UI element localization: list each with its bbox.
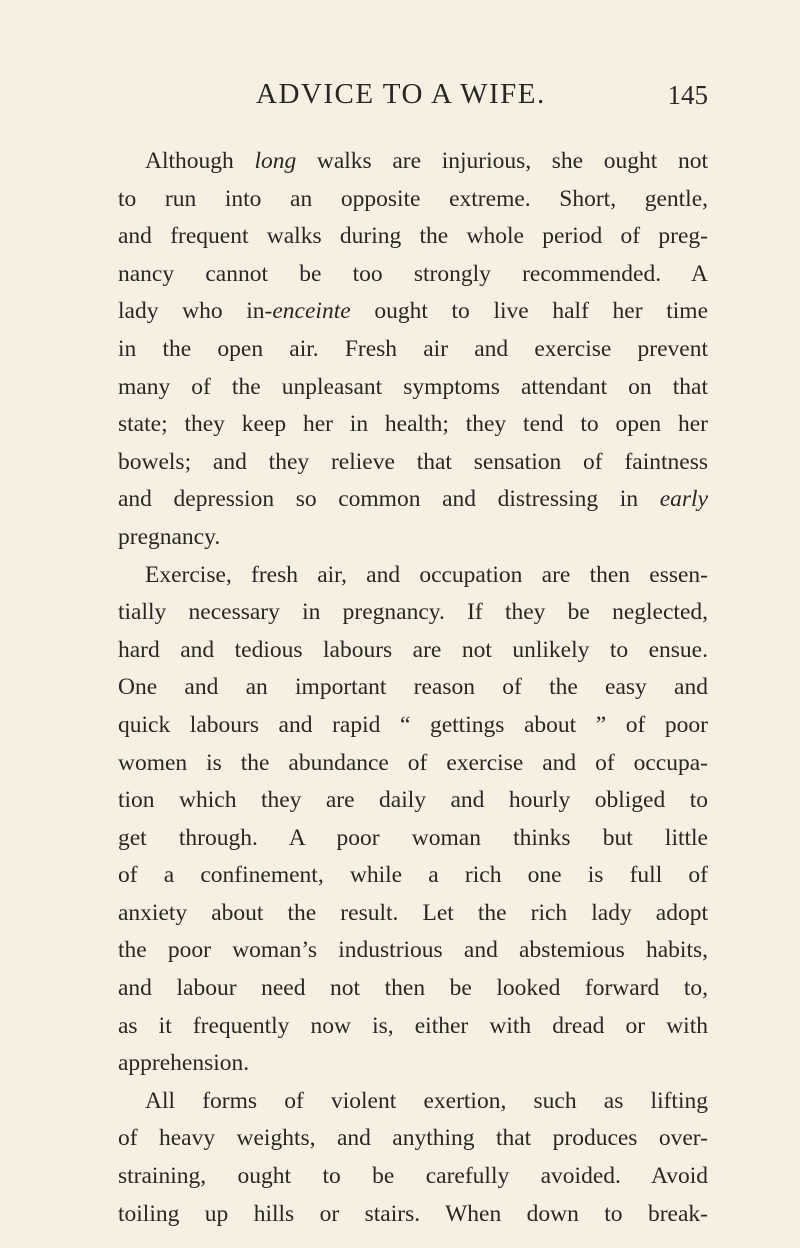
- text-run: tially necessary in pregnancy. If they be neglected,: [118, 599, 708, 626]
- text-run: tion which they are daily and hourly obliged to: [118, 787, 708, 814]
- text-run: Exercise, fresh air, and occupation are then essen-: [145, 561, 708, 588]
- text-line: [118, 218, 708, 256]
- text-run: the poor woman’s industrious and abstemious habits,: [118, 937, 708, 964]
- text-line: [118, 369, 708, 407]
- text-line: [118, 293, 708, 331]
- text-run: ought to live half her time: [350, 298, 708, 325]
- text-line: [118, 669, 708, 707]
- text-run: anxiety about the result. Let the rich lady adopt: [118, 899, 708, 926]
- text-line: [118, 181, 708, 219]
- text-run: as it frequently now is, either with dread or with: [118, 1012, 708, 1039]
- text-run: bowels; and they relieve that sensation of faintness: [118, 448, 708, 475]
- page-header: [118, 78, 708, 118]
- text-run: quick labours and rapid “ gettings about ” of poor: [118, 711, 708, 738]
- text-line: [118, 1045, 708, 1083]
- text-run: of heavy weights, and anything that produces over-: [118, 1125, 708, 1152]
- italic-word: enceinte: [272, 298, 351, 325]
- text-run: Although: [145, 148, 255, 174]
- text-run: apprehension.: [118, 1050, 250, 1077]
- text-line: [118, 256, 708, 294]
- text-run: many of the unpleasant symptoms attendant on that: [118, 373, 708, 400]
- text-line: [118, 331, 708, 369]
- text-line: [118, 745, 708, 783]
- text-run: walks are injurious, she ought not: [296, 148, 708, 174]
- text-line: [118, 1120, 708, 1158]
- text-line: [118, 1158, 708, 1196]
- text-run: and depression so common and distressing in: [118, 486, 660, 513]
- text-line: [118, 820, 708, 858]
- text-run: toiling up hills or stairs. When down to break-: [118, 1200, 708, 1227]
- text-line: [118, 519, 708, 557]
- text-line: [118, 632, 708, 670]
- text-run: in the open air. Fresh air and exercise prevent: [118, 335, 708, 362]
- text-line: [118, 1008, 708, 1046]
- text-line: [118, 932, 708, 970]
- text-line: [118, 895, 708, 933]
- text-line: [118, 1083, 708, 1121]
- text-run: of a confinement, while a rich one is full of: [118, 862, 708, 889]
- text-line: [118, 782, 708, 820]
- running-title: ADVICE TO A WIFE.: [256, 78, 546, 110]
- text-line: [118, 594, 708, 632]
- text-run: and frequent walks during the whole period of preg-: [118, 223, 708, 250]
- text-run: to run into an opposite extreme. Short, gentle,: [118, 185, 708, 212]
- text-line: [118, 481, 708, 519]
- text-run: hard and tedious labours are not unlikely to ensue.: [118, 636, 708, 663]
- italic-word: early: [659, 486, 708, 513]
- text-run: and labour need not then be looked forward to,: [118, 975, 708, 1002]
- text-run: women is the abundance of exercise and of occupa-: [118, 749, 708, 776]
- text-line: [118, 143, 708, 181]
- text-run: get through. A poor woman thinks but little: [118, 824, 708, 851]
- text-run: lady who in-: [118, 298, 273, 325]
- text-run: nancy cannot be too strongly recommended. A: [118, 260, 708, 287]
- text-run: state; they keep her in health; they tend to open her: [118, 411, 708, 438]
- text-line: [118, 444, 708, 482]
- text-run: pregnancy.: [118, 523, 221, 550]
- text-run: straining, ought to be carefully avoided. Avoid: [118, 1163, 708, 1190]
- page-number: 145: [667, 80, 708, 110]
- italic-word: long: [254, 148, 297, 174]
- text-run: One and an important reason of the easy and: [118, 674, 708, 701]
- body-text: [118, 143, 708, 1233]
- text-run: All forms of violent exertion, such as lifting: [145, 1087, 708, 1114]
- text-line: [118, 857, 708, 895]
- text-line: [118, 406, 708, 444]
- text-line: [118, 1196, 708, 1234]
- text-line: [118, 970, 708, 1008]
- text-line: [118, 557, 708, 595]
- text-line: [118, 707, 708, 745]
